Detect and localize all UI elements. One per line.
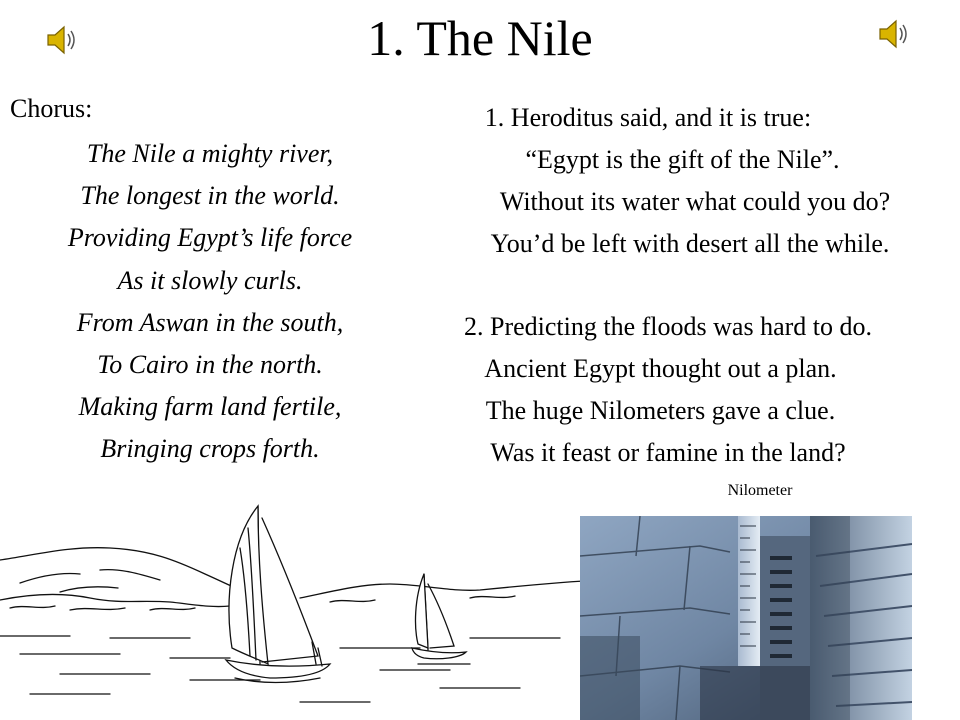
slide-title: 1. The Nile [367,10,593,66]
chorus-line: Providing Egypt’s life force [67,223,353,253]
verse-line: “Egypt is the gift of the Nile”. [525,145,840,174]
nilometer-photo [580,516,912,720]
nile-sailboat-sketch [0,488,600,720]
verse-1 [440,97,950,265]
chorus-line: Making farm land fertile, [78,392,342,422]
chorus-line: The longest in the world. [80,181,340,211]
verse-line: Was it feast or famine in the land? [490,438,846,467]
chorus-line: The Nile a mighty river, [86,139,334,168]
chorus-label: Chorus: [10,94,93,123]
verse-line: Ancient Egypt thought out a plan. [484,354,837,383]
verse-line: 1. Heroditus said, and it is true: [484,103,812,132]
photo-caption: Nilometer [727,482,793,499]
chorus-text [10,133,410,471]
chorus-line: As it slowly curls. [117,265,303,295]
verse-2 [418,306,938,474]
verse-line: Without its water what could you do? [499,187,891,216]
verse-line: 2. Predicting the floods was hard to do. [464,312,872,341]
chorus-line: From Aswan in the south, [76,307,344,337]
verse-line: The huge Nilometers gave a clue. [485,396,836,425]
chorus-line: Bringing crops forth. [100,434,320,464]
verse-line: You’d be left with desert all the while. [490,229,890,258]
chorus-line: To Cairo in the north. [97,350,323,380]
